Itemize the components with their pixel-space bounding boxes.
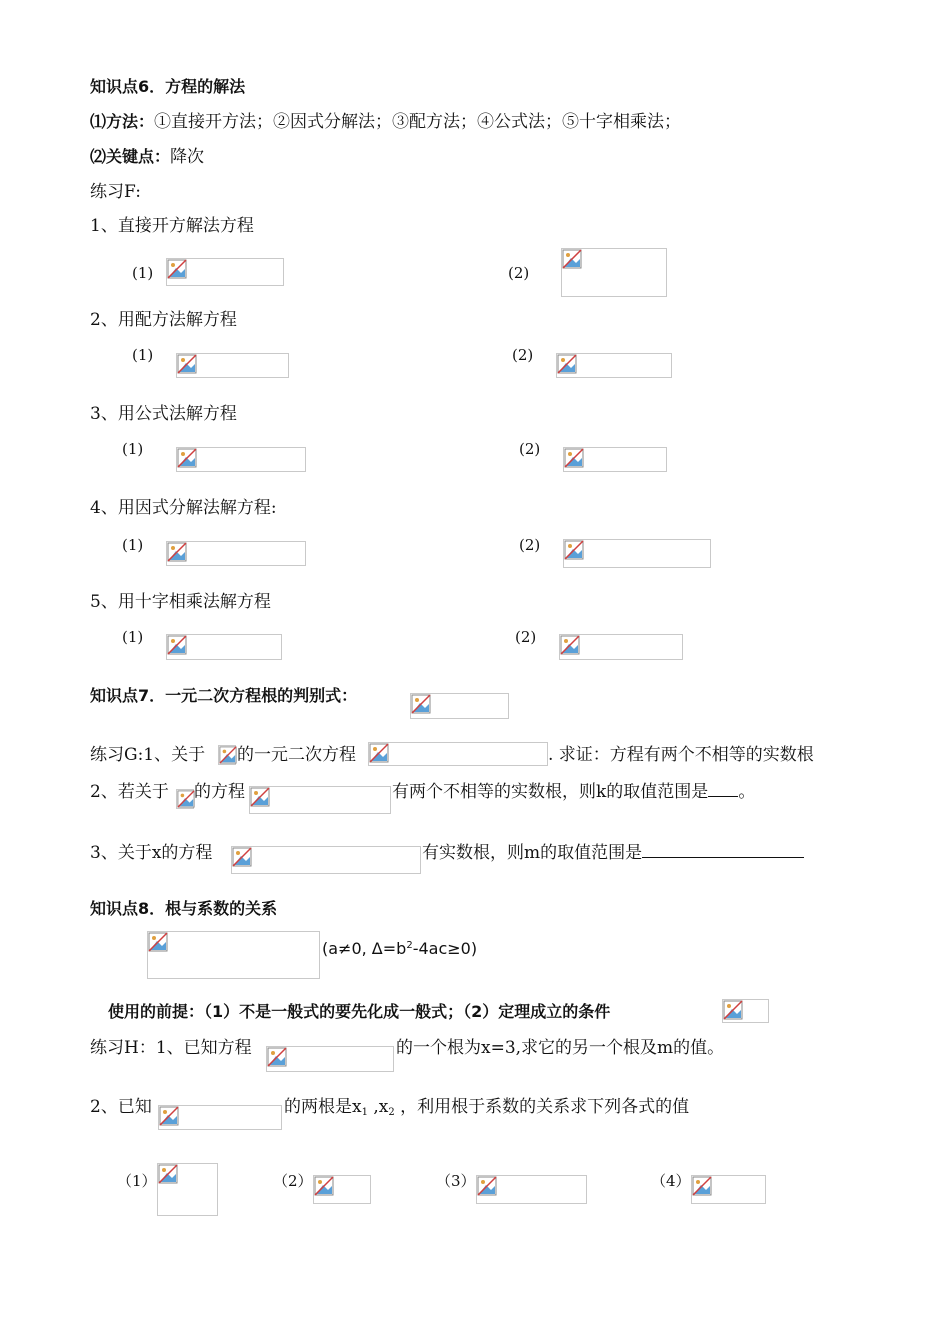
equation-image bbox=[166, 634, 282, 660]
q4-part-2-label: (2) bbox=[519, 536, 541, 554]
h2-part-1-label: （1） bbox=[117, 1172, 157, 1190]
practice-g3-end bbox=[422, 842, 804, 864]
subscript-2: 2 bbox=[388, 1107, 395, 1118]
practice-g3-text: 有实数根，则m的取值范围是 bbox=[422, 843, 643, 863]
broken-image-icon bbox=[158, 1164, 178, 1184]
premise-text: 使用的前提：（1）不是一般式的要先化成一般式；（2）定理成立的条件 bbox=[108, 1002, 611, 1021]
practice-g2-start: 2、若关于 bbox=[90, 782, 169, 802]
equation-image bbox=[147, 931, 320, 979]
broken-image-icon bbox=[411, 694, 431, 714]
section-title-7: 知识点7．一元二次方程根的判别式： bbox=[90, 686, 358, 705]
practice-g3-start: 3、关于x的方程 bbox=[90, 843, 213, 863]
broken-image-icon bbox=[250, 787, 270, 807]
methods-text: ①直接开方法；②因式分解法；③配方法；④公式法；⑤十字相乘法； bbox=[154, 112, 682, 132]
practice-g2-end bbox=[392, 781, 755, 803]
broken-image-icon bbox=[148, 932, 168, 952]
h2-text-c: ，利用根于系数的关系求下列各式的值 bbox=[394, 1097, 690, 1117]
equation-image bbox=[249, 786, 391, 814]
key-point-line bbox=[90, 146, 204, 168]
answer-blank[interactable] bbox=[642, 843, 804, 858]
broken-image-icon bbox=[167, 542, 187, 562]
equation-image bbox=[313, 1175, 371, 1204]
broken-image-icon bbox=[267, 1047, 287, 1067]
practice-h1-start: 练习H：1、已知方程 bbox=[90, 1038, 252, 1058]
condition-part-a: (a≠0, Δ=b bbox=[322, 939, 407, 958]
question-3: 3、用公式法解方程 bbox=[90, 404, 237, 424]
subscript-1: 1 bbox=[361, 1107, 368, 1118]
methods-heading: ⑴方法： bbox=[90, 112, 155, 131]
equation-image bbox=[176, 353, 289, 378]
equation-image bbox=[556, 353, 672, 378]
broken-image-icon bbox=[562, 249, 582, 269]
equation-image bbox=[166, 541, 306, 566]
q2-part-2-label: (2) bbox=[512, 346, 534, 364]
h2-part-2-label: （2） bbox=[273, 1172, 313, 1190]
question-4: 4、用因式分解法解方程: bbox=[90, 498, 277, 518]
broken-image-icon bbox=[177, 354, 197, 374]
equation-image bbox=[266, 1046, 394, 1072]
question-5: 5、用十字相乘法解方程 bbox=[90, 592, 271, 612]
equation-image bbox=[563, 539, 711, 568]
broken-image-icon bbox=[159, 1106, 179, 1126]
broken-image-icon bbox=[232, 847, 252, 867]
equation-image bbox=[218, 745, 236, 765]
key-point-heading: ⑵关键点： bbox=[90, 147, 171, 166]
practice-h2-start: 2、已知 bbox=[90, 1097, 152, 1117]
q5-part-2-label: (2) bbox=[515, 628, 537, 646]
question-2: 2、用配方法解方程 bbox=[90, 310, 237, 330]
equation-image bbox=[476, 1175, 587, 1204]
practice-h2-end bbox=[284, 1096, 689, 1124]
broken-image-icon bbox=[177, 790, 195, 808]
equation-image bbox=[722, 999, 769, 1023]
broken-image-icon bbox=[314, 1176, 334, 1196]
vieta-condition bbox=[322, 935, 477, 960]
broken-image-icon bbox=[564, 448, 584, 468]
practice-g2-period: 。 bbox=[738, 782, 756, 802]
broken-image-icon bbox=[167, 635, 187, 655]
q3-part-1-label: (1) bbox=[122, 440, 144, 458]
h2-text-b: ,x bbox=[367, 1097, 389, 1117]
broken-image-icon bbox=[477, 1176, 497, 1196]
practice-g1-start: 练习G:1、关于 bbox=[90, 745, 206, 765]
practice-f-label: 练习F: bbox=[90, 182, 141, 202]
broken-image-icon bbox=[560, 635, 580, 655]
key-point-text: 降次 bbox=[170, 147, 205, 167]
equation-image bbox=[561, 248, 667, 297]
equation-image bbox=[231, 846, 421, 874]
practice-g1-mid: 的一元二次方程 bbox=[237, 745, 356, 765]
broken-image-icon bbox=[723, 1000, 743, 1020]
q4-part-1-label: (1) bbox=[122, 536, 144, 554]
h2-part-3-label: （3） bbox=[436, 1172, 476, 1190]
q3-part-2-label: (2) bbox=[519, 440, 541, 458]
equation-image bbox=[157, 1163, 218, 1216]
broken-image-icon bbox=[167, 259, 187, 279]
equation-image bbox=[563, 447, 667, 472]
q1-part-1-label: (1) bbox=[132, 264, 154, 282]
q1-part-2-label: (2) bbox=[508, 264, 530, 282]
broken-image-icon bbox=[692, 1176, 712, 1196]
condition-part-b: -4ac≥0) bbox=[412, 939, 478, 958]
h2-part-4-label: （4） bbox=[651, 1172, 691, 1190]
practice-h1-end: 的一个根为x=3,求它的另一个根及m的值。 bbox=[396, 1038, 725, 1058]
section-title-8: 知识点8．根与系数的关系 bbox=[90, 899, 278, 918]
practice-g1-end: . 求证：方程有两个不相等的实数根 bbox=[548, 745, 814, 765]
answer-blank[interactable] bbox=[708, 782, 738, 797]
broken-image-icon bbox=[564, 540, 584, 560]
q5-part-1-label: (1) bbox=[122, 628, 144, 646]
question-1: 1、直接开方解法方程 bbox=[90, 216, 254, 236]
q2-part-1-label: (1) bbox=[132, 346, 154, 364]
equation-image bbox=[166, 258, 284, 286]
broken-image-icon bbox=[557, 354, 577, 374]
broken-image-icon bbox=[177, 448, 197, 468]
methods-line bbox=[90, 111, 681, 133]
equation-image bbox=[368, 742, 548, 766]
equation-image bbox=[691, 1175, 766, 1204]
equation-image bbox=[176, 789, 194, 809]
equation-image bbox=[158, 1105, 282, 1130]
equation-image bbox=[176, 447, 306, 472]
section-title-6: 知识点6．方程的解法 bbox=[90, 77, 246, 96]
h2-text-a: 的两根是x bbox=[284, 1097, 362, 1117]
broken-image-icon bbox=[369, 743, 389, 763]
broken-image-icon bbox=[219, 746, 237, 764]
practice-g2-mid: 的方程 bbox=[194, 782, 245, 802]
superscript-2: 2 bbox=[406, 940, 413, 951]
equation-image bbox=[410, 693, 509, 719]
practice-g2-text: 有两个不相等的实数根，则k的取值范围是 bbox=[392, 782, 709, 802]
equation-image bbox=[559, 634, 683, 660]
